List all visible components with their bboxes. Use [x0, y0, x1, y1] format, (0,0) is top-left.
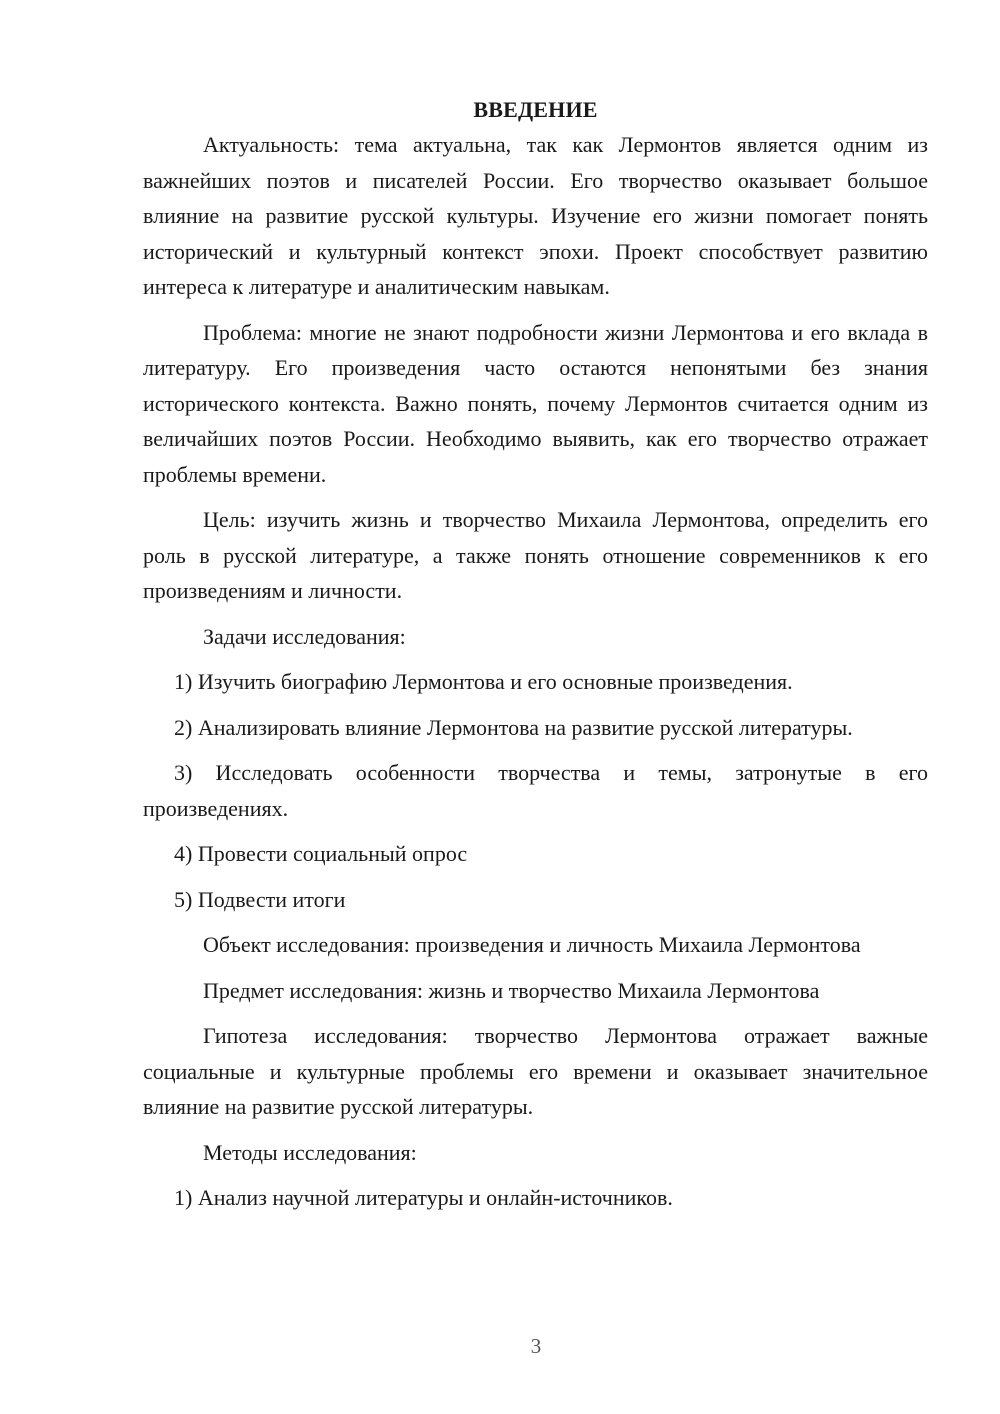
hypothesis-paragraph: Гипотеза исследования: творчество Лермонтова отражает важные социальные и культурные проблемы его времени и оказывает значительное влияние на развитие русской литературы.	[143, 1023, 928, 1119]
task-item-3: 3) Исследовать особенности творчества и темы, затронутые в его произведениях.	[143, 760, 928, 821]
object-paragraph: Объект исследования: произведения и личность Михаила Лермонтова	[203, 932, 861, 957]
tasks-title: Задачи исследования:	[203, 623, 406, 649]
methods-title: Методы исследования:	[203, 1139, 417, 1165]
method-item-1: 1) Анализ научной литературы и онлайн-источников.	[174, 1185, 673, 1210]
problem-paragraph: Проблема: многие не знают подробности жизни Лермонтова и его вклада в литературу. Его произведения часто остаются непонятыми без знания исторического контекста. Важно понять, почему Лермонтов считается одним из величайших поэтов России. Необходимо выявить, как его творчество отражает проблемы времени.	[143, 319, 928, 487]
subject-paragraph: Предмет исследования: жизнь и творчество Михаила Лермонтова	[203, 977, 820, 1003]
task-item-2: 2) Анализировать влияние Лермонтова на развитие русской литературы.	[174, 714, 853, 740]
document-page	[143, 92, 928, 1226]
task-item-4: 4) Провести социальный опрос	[174, 841, 468, 866]
task-item-1: 1) Изучить биографию Лермонтова и его основные произведения.	[174, 669, 793, 694]
relevance-paragraph: Актуальность: тема актуальна, так как Лермонтов является одним из важнейших поэтов и писателей России. Его творчество оказывает большое влияние на развитие русской культуры. Изучение его жизни помогает понять исторический и культурный контекст эпохи. Проект способствует развитию интереса к литературе и аналитическим навыкам.	[143, 132, 928, 299]
section-heading: ВВЕДЕНИЕ	[473, 97, 598, 122]
task-item-5: 5) Подвести итоги	[174, 886, 346, 912]
goal-paragraph: Цель: изучить жизнь и творчество Михаила Лермонтова, определить его роль в русской литературе, а также понять отношение современников к его произведениям и личности.	[143, 507, 928, 603]
page-number: 3	[530, 1334, 542, 1358]
